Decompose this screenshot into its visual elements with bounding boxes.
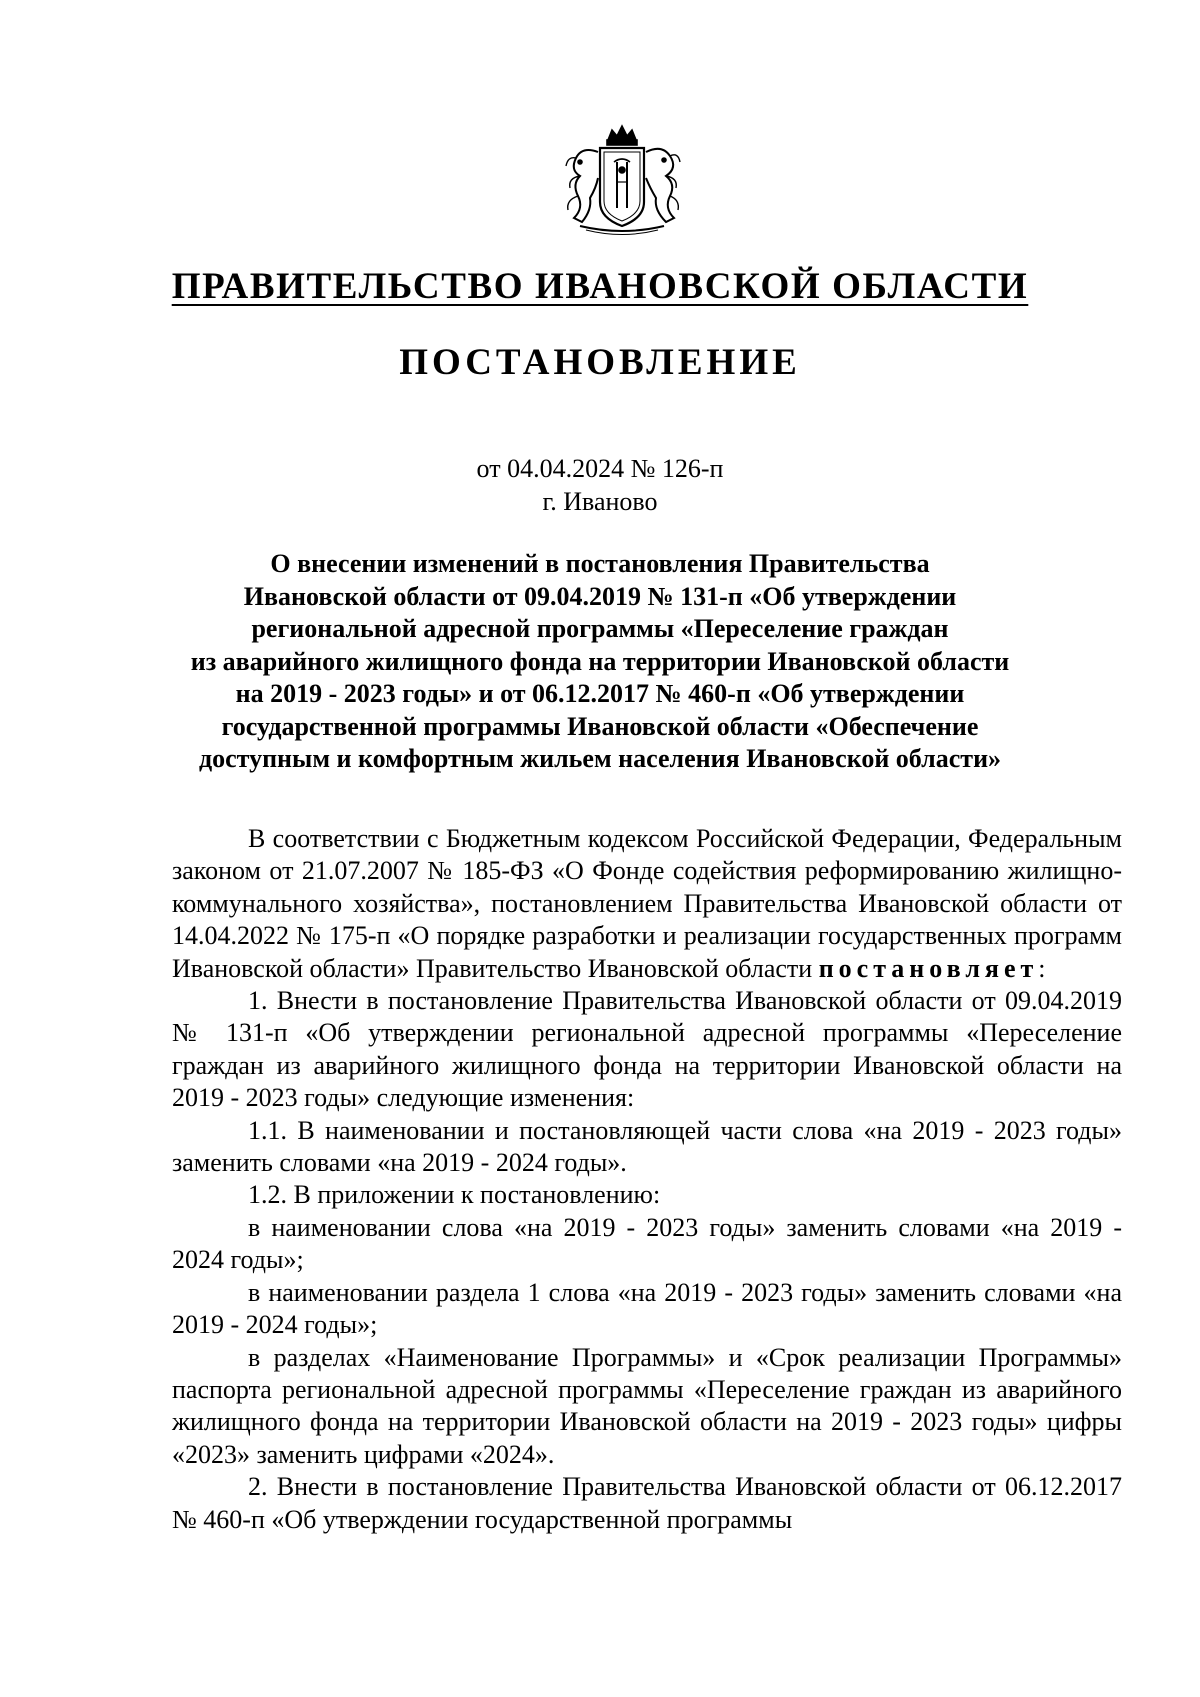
item-2-paragraph: 2. Внести в постановление Правительства Ивановской области от 06.12.2017 № 460-п «Об утверждении государственной программы (172, 1472, 1122, 1534)
heading-line: государственной программы Ивановской области «Обеспечение (221, 711, 979, 741)
organization-title-text: ПРАВИТЕЛЬСТВО ИВАНОВСКОЙ ОБЛАСТИ (171, 266, 1029, 307)
resolves-word: постановляет (818, 953, 1039, 983)
item-1-2-a-paragraph: в наименовании слова «на 2019 - 2023 годы» заменить словами «на 2019 - 2024 годы»; (172, 1212, 1122, 1275)
resolves-suffix: : (1038, 953, 1046, 983)
heading-line: Ивановской области от 09.04.2019 № 131-п «Об утверждении (243, 581, 957, 611)
document-body (172, 823, 1122, 1536)
item-1-2-b-paragraph: в наименовании раздела 1 слова «на 2019 - 2023 годы» заменить словами «на 2019 - 2024 годы»; (172, 1277, 1122, 1340)
item-1-paragraph: 1. Внести в постановление Правительства Ивановской области от 09.04.2019 № 131-п «Об утверждении региональной адресной программы «Переселение граждан из аварийного жилищного фонда на территории Ивановской области на 2019 - 2023 годы» следующие изменения: (172, 986, 1122, 1113)
coat-of-arms-icon (560, 122, 684, 238)
heading-line: О внесении изменений в постановления Правительства (270, 549, 930, 578)
organization-title (0, 262, 1200, 312)
heading-line: из аварийного жилищного фонда на территории Ивановской области (190, 646, 1010, 676)
document-date-number: от 04.04.2024 № 126-п (476, 454, 724, 483)
document-heading (150, 548, 1050, 776)
heading-line: доступным и комфортным жильем населения Ивановской области» (198, 744, 1002, 773)
preamble-text: В соответствии с Бюджетным кодексом Российской Федерации, Федеральным законом от 21.07.2007 № 185-ФЗ «О Фонде содействия реформированию жилищно-коммунального хозяйства», постановлением Правительства Ивановской области от 14.04.2022 № 175-п «О порядке разработки и реализации государственных программ Ивановской области» Правительство Ивановской области (172, 824, 1122, 983)
item-1-2-c-paragraph: в разделах «Наименование Программы» и «Срок реализации Программы» паспорта региональной адресной программы «Переселение граждан из аварийного жилищного фонда на территории Ивановской области на 2019 - 2023 годы» цифры «2023» заменить цифрами «2024». (172, 1342, 1122, 1469)
heading-line: на 2019 - 2023 годы» и от 06.12.2017 № 460-п «Об утверждении (235, 679, 965, 708)
document-city: г. Иваново (542, 487, 658, 516)
heading-line: региональной адресной программы «Переселение граждан (251, 614, 949, 643)
item-1-1-paragraph: 1.1. В наименовании и постановляющей части слова «на 2019 - 2023 годы» заменить словами «на 2019 - 2024 годы». (172, 1115, 1122, 1178)
preamble-paragraph (172, 823, 1122, 985)
item-1-2-paragraph: 1.2. В приложении к постановлению: (248, 1180, 661, 1210)
document-type: ПОСТАНОВЛЕНИЕ (399, 342, 801, 383)
